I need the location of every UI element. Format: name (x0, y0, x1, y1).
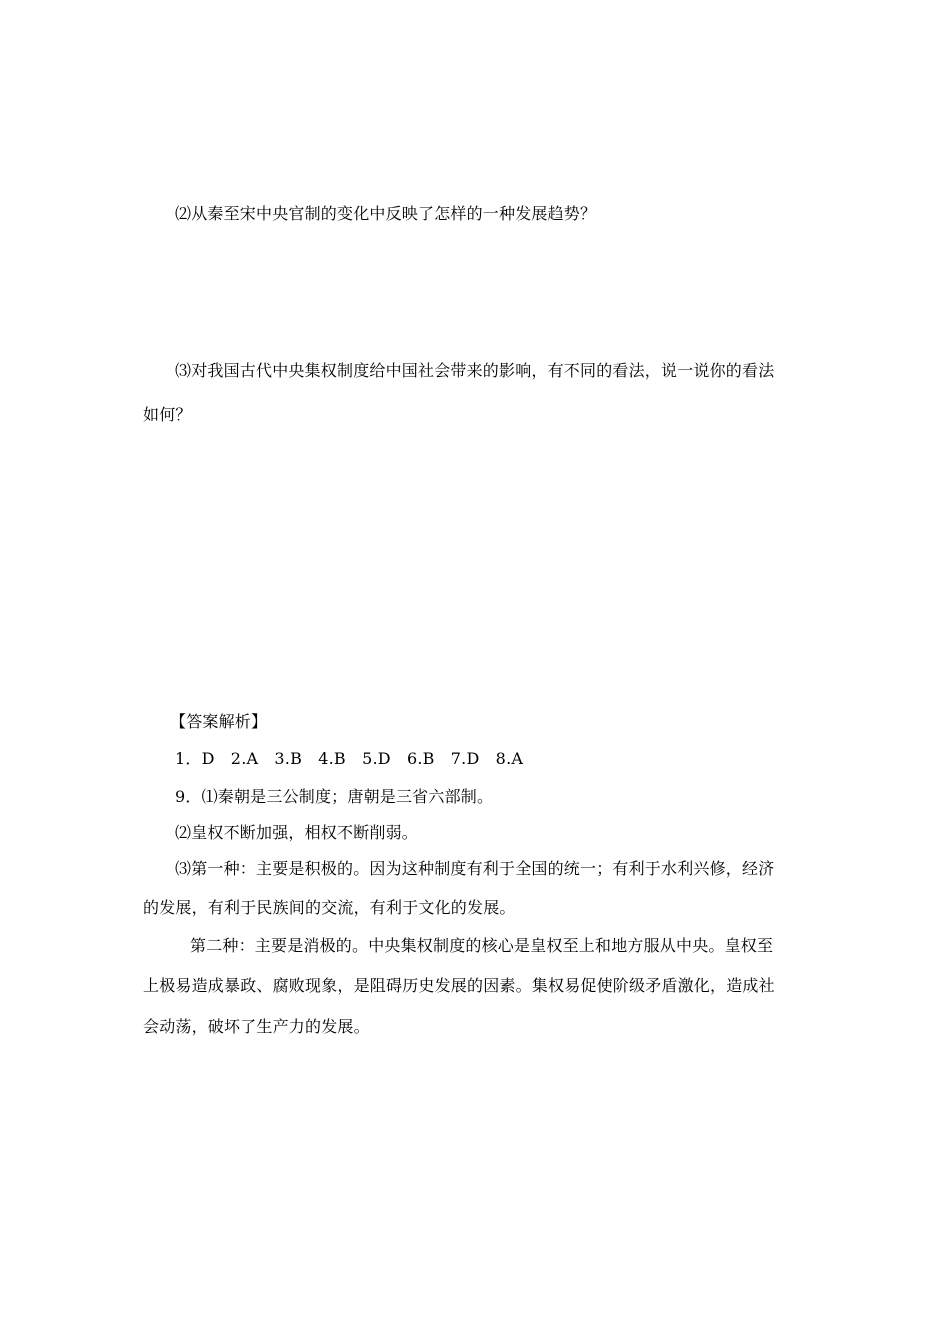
answer-9-second-view-line-1: 第二种：主要是消极的。中央集权制度的核心是皇权至上和地方服从中央。皇权至 (190, 936, 774, 955)
answer-9-second-view-line-3: 会动荡，破坏了生产力的发展。 (143, 1017, 370, 1036)
answer-9-part-3-line-1: ⑶第一种：主要是积极的。因为这种制度有利于全国的统一；有利于水利兴修，经济 (175, 859, 775, 878)
answer-9-part-1: 9．⑴秦朝是三公制度；唐朝是三省六部制。 (175, 787, 494, 806)
question-3-line-2: 如何？ (143, 405, 192, 424)
answer-9-second-view-line-2: 上极易造成暴政、腐败现象，是阻碍历史发展的因素。集权易促使阶级矛盾激化，造成社 (143, 976, 775, 995)
answer-9-part-3-line-2: 的发展，有利于民族间的交流，有利于文化的发展。 (143, 898, 516, 917)
answer-9-part-2: ⑵皇权不断加强，相权不断削弱。 (175, 823, 419, 842)
question-2: ⑵从秦至宋中央官制的变化中反映了怎样的一种发展趋势？ (175, 204, 597, 223)
answer-choices: 1．D 2.A 3.B 4.B 5.D 6.B 7.D 8.A (175, 749, 524, 768)
answer-heading: 【答案解析】 (170, 712, 268, 731)
question-3-line-1: ⑶对我国古代中央集权制度给中国社会带来的影响，有不同的看法，说一说你的看法 (175, 361, 775, 380)
